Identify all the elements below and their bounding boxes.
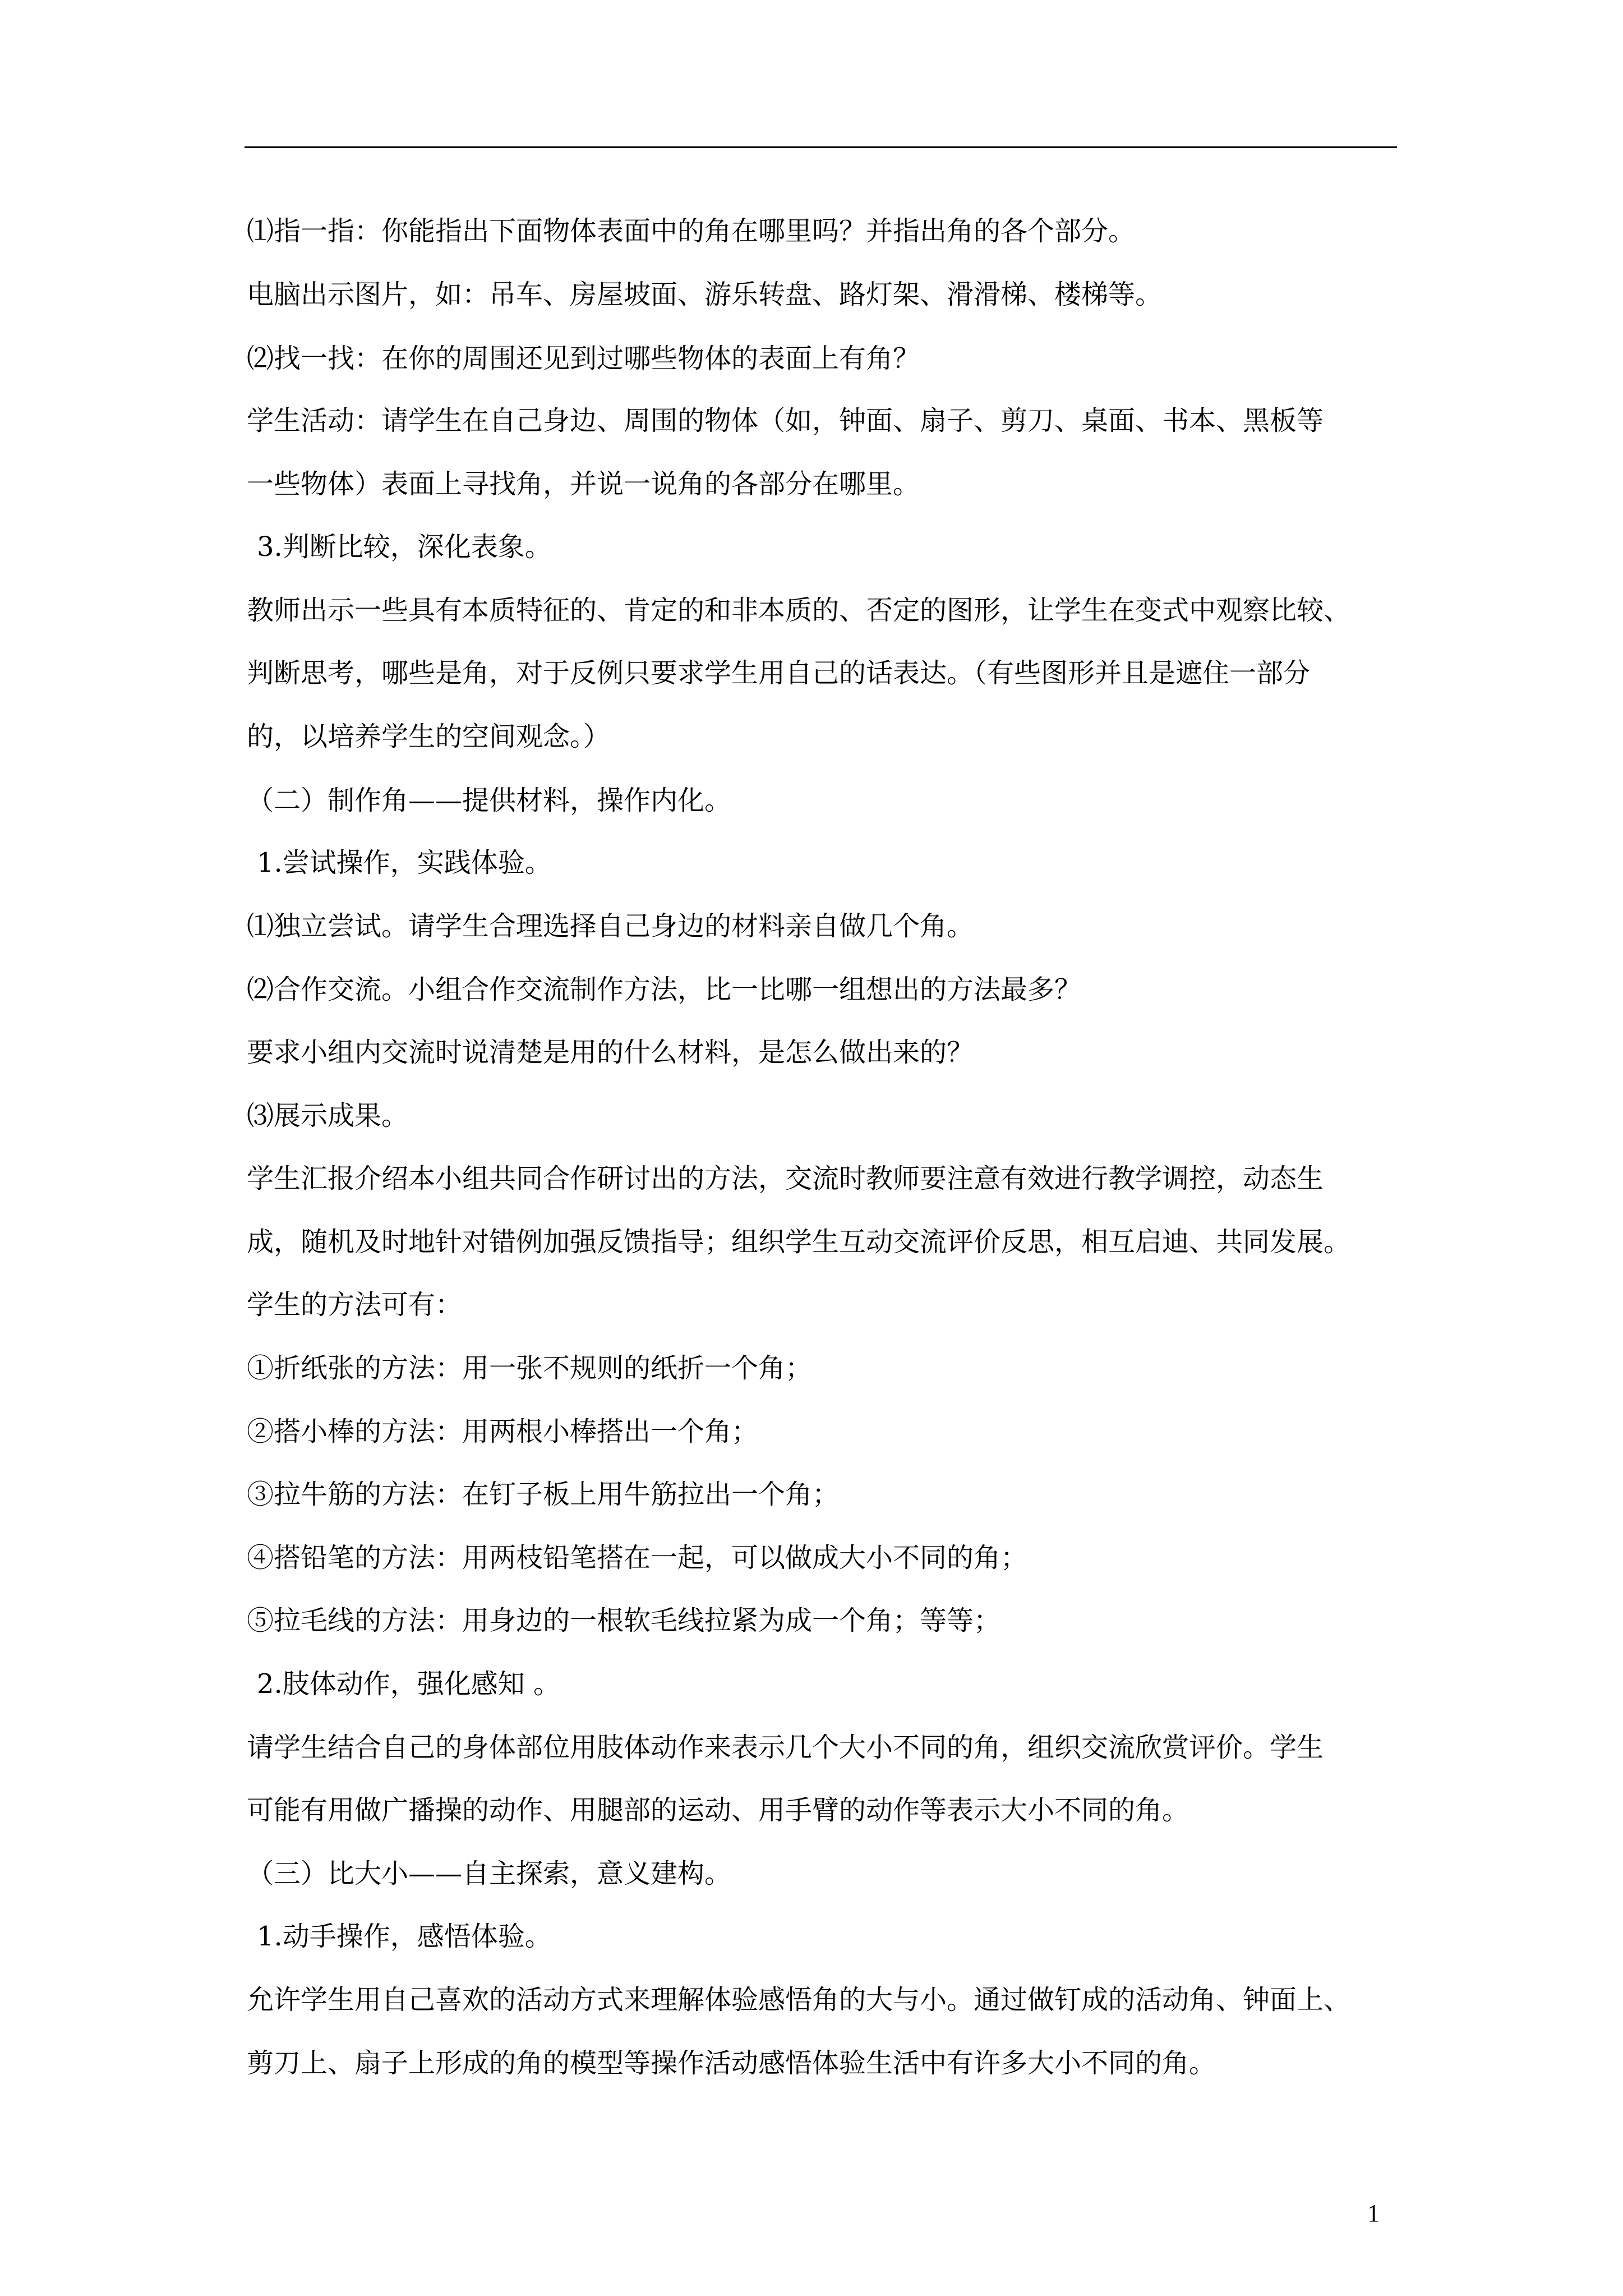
section-heading: 3.判断比较，深化表象。 — [257, 531, 552, 563]
list-item: ③拉牛筋的方法：在钉子板上用牛筋拉出一个角； — [247, 1479, 840, 1510]
paragraph-line: ⑴独立尝试。请学生合理选择自己身边的材料亲自做几个角。 — [247, 910, 974, 942]
paragraph-line: 判断思考，哪些是角，对于反例只要求学生用自己的话表达。（有些图形并且是遮住一部分 — [247, 657, 1311, 689]
paragraph-line: 一些物体）表面上寻找角，并说一说角的各部分在哪里。 — [247, 468, 920, 500]
section-heading: （二）制作角——提供材料，操作内化。 — [247, 785, 732, 816]
section-heading: 2.肢体动作，强化感知 。 — [257, 1668, 561, 1700]
header-rule — [245, 146, 1397, 148]
paragraph-line: ⑵合作交流。小组合作交流制作方法，比一比哪一组想出的方法最多？ — [247, 974, 1082, 1005]
section-heading: （三）比大小——自主探索，意义建构。 — [247, 1858, 732, 1889]
paragraph-line: 学生活动：请学生在自己身边、周围的物体（如，钟面、扇子、剪刀、桌面、书本、黑板等 — [247, 405, 1324, 436]
paragraph-line: ⑶展示成果。 — [247, 1100, 409, 1131]
list-item: ⑤拉毛线的方法：用身边的一根软毛线拉紧为成一个角；等等； — [247, 1605, 1001, 1636]
paragraph-line: 剪刀上、扇子上形成的角的模型等操作活动感悟体验生活中有许多大小不同的角。 — [247, 2047, 1216, 2079]
paragraph-line: ⑵找一找：在你的周围还见到过哪些物体的表面上有角？ — [247, 343, 920, 374]
list-item: ②搭小棒的方法：用两根小棒搭出一个角； — [247, 1416, 759, 1447]
paragraph-line: 电脑出示图片，如：吊车、房屋坡面、游乐转盘、路灯架、滑滑梯、楼梯等。 — [247, 279, 1163, 310]
paragraph-line: 可能有用做广播操的动作、用腿部的运动、用手臂的动作等表示大小不同的角。 — [247, 1795, 1189, 1826]
section-heading: 1.尝试操作，实践体验。 — [257, 847, 552, 878]
paragraph-line: 教师出示一些具有本质特征的、肯定的和非本质的、否定的图形，让学生在变式中观察比较、 — [247, 595, 1351, 626]
paragraph-line: 学生的方法可有： — [247, 1289, 463, 1320]
section-heading: 1.动手操作，感悟体验。 — [257, 1921, 552, 1952]
paragraph-line: 学生汇报介绍本小组共同合作研讨出的方法，交流时教师要注意有效进行教学调控，动态生 — [247, 1163, 1324, 1194]
paragraph-line: 成，随机及时地针对错例加强反馈指导；组织学生互动交流评价反思，相互启迪、共同发展。 — [247, 1226, 1351, 1258]
paragraph-line: 允许学生用自己喜欢的活动方式来理解体验感悟角的大与小。通过做钉成的活动角、钟面上、 — [247, 1984, 1351, 2016]
paragraph-line: 的，以培养学生的空间观念。） — [247, 721, 611, 752]
paragraph-line: 要求小组内交流时说清楚是用的什么材料，是怎么做出来的？ — [247, 1037, 974, 1068]
list-item: ①折纸张的方法：用一张不规则的纸折一个角； — [247, 1352, 813, 1384]
paragraph-line: 请学生结合自己的身体部位用肢体动作来表示几个大小不同的角，组织交流欣赏评价。学生 — [247, 1732, 1324, 1763]
list-item: ④搭铅笔的方法：用两枝铅笔搭在一起，可以做成大小不同的角； — [247, 1542, 1028, 1573]
paragraph-line: ⑴指一指：你能指出下面物体表面中的角在哪里吗？并指出角的各个部分。 — [247, 215, 1136, 247]
page-number: 1 — [1367, 2200, 1380, 2227]
